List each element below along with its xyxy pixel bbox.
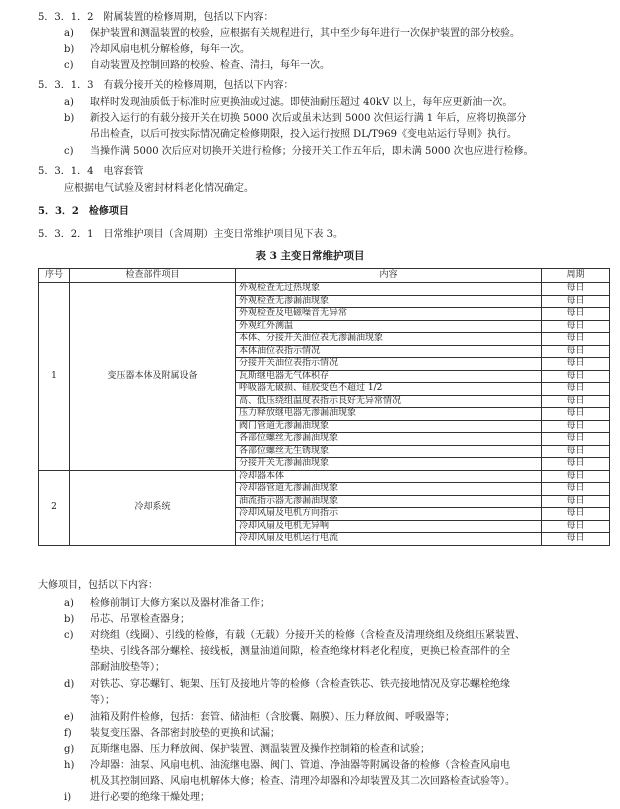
list-label: a) xyxy=(64,97,74,108)
row-content: 油流指示器无渗漏油现象 xyxy=(236,495,542,508)
list-text: 自动装置及控制回路的校验、检查、清扫，每年一次。 xyxy=(90,60,330,71)
row-content: 各部位螺丝无渗漏油现象 xyxy=(236,433,542,446)
list-text: 垫块、引线各部分螺栓、接线板，测量油道间隙，检查绝缘材料老化程度，更换已检查部件的全 xyxy=(90,646,510,657)
list-text: 冷却风扇电机分解检修，每年一次。 xyxy=(90,44,250,55)
list-label: c) xyxy=(64,60,74,71)
row-content: 外观红外测温 xyxy=(236,320,542,333)
list-text: 对绕组（线圈）、引线的检修，有载（无载）分接开关的检修（含检查及清理绕组及绕组压紧装置、 xyxy=(90,630,525,641)
group-part: 变压器本体及附属设备 xyxy=(70,283,236,471)
row-content: 冷却风扇及电机无异响 xyxy=(236,520,542,533)
list-label: b) xyxy=(64,113,75,124)
row-content: 阀门管道无渗漏油现象 xyxy=(236,420,542,433)
row-period: 每日 xyxy=(542,370,610,383)
row-period: 每日 xyxy=(542,383,610,396)
list-text: 检修前制订大修方案以及器材准备工作； xyxy=(90,598,270,609)
table-header-row xyxy=(39,269,610,283)
row-period: 每日 xyxy=(542,408,610,421)
group-no: 1 xyxy=(39,283,70,471)
list-text: 对铁芯、穿芯螺钉、轭架、压钉及接地片等的检修（含检查铁芯、铁壳接地情况及穿芯螺栓绝缘 xyxy=(90,679,510,690)
row-content: 各部位螺丝无生锈现象 xyxy=(236,445,542,458)
row-period: 每日 xyxy=(542,358,610,371)
list-label: g) xyxy=(64,744,75,755)
row-period: 每日 xyxy=(542,295,610,308)
list-label: i) xyxy=(64,792,72,803)
list-text: 吊出检查，以后可按实际情况确定检修期限，投入运行按照 DL/T969《变电站运行导则》执行。 xyxy=(90,129,517,140)
list-label: e) xyxy=(64,712,74,723)
row-period: 每日 xyxy=(542,345,610,358)
header-no: 序号 xyxy=(39,269,70,283)
group-part: 冷却系统 xyxy=(70,470,236,545)
row-period: 每日 xyxy=(542,445,610,458)
header-part: 检查部件项目 xyxy=(70,269,236,283)
row-content: 分接开关油位表指示情况 xyxy=(236,358,542,371)
row-content: 本体、分接开关油位表无渗漏油现象 xyxy=(236,333,542,346)
row-content: 外观检查及电磁噪音无异常 xyxy=(236,308,542,321)
list-text: 瓦斯继电器、压力释放阀、保护装置、测温装置及操作控制箱的检查和试验； xyxy=(90,744,430,755)
section-5321-text: 5．3．2．1 日常维护项目（含周期）主变日常维护项目见下表 3。 xyxy=(38,229,343,240)
list-text: 当操作满 5000 次后应对切换开关进行检修；分接开关工作五年后，即未满 5000 次也应进行检修。 xyxy=(90,146,534,157)
row-period: 每日 xyxy=(542,433,610,446)
section-5312-heading: 5．3．1．2 附属装置的检修周期，包括以下内容： xyxy=(38,12,274,23)
row-content: 分接开关无渗漏油现象 xyxy=(236,458,542,471)
list-label: a) xyxy=(64,598,74,609)
row-period: 每日 xyxy=(542,533,610,546)
maintenance-table xyxy=(38,268,610,546)
row-period: 每日 xyxy=(542,495,610,508)
header-content: 内容 xyxy=(236,269,542,283)
row-content: 外观检查无过热现象 xyxy=(236,283,542,296)
list-text: 油箱及附件检修，包括：套管、储油柜（含胶囊、隔膜）、压力释放阀、呼吸器等； xyxy=(90,712,455,723)
row-content: 瓦斯继电器无气体积存 xyxy=(236,370,542,383)
table-row xyxy=(39,470,610,483)
list-text: 部耐油胶垫等）； xyxy=(90,662,165,673)
row-period: 每日 xyxy=(542,320,610,333)
list-text: 新投入运行的有载分接开关在切换 5000 次后或虽未达到 5000 次但运行满 1 年后，应将切换部分 xyxy=(90,113,527,124)
row-content: 本体油位表指示情况 xyxy=(236,345,542,358)
group-no: 2 xyxy=(39,470,70,545)
row-period: 每日 xyxy=(542,508,610,521)
row-period: 每日 xyxy=(542,520,610,533)
list-label: c) xyxy=(64,630,74,641)
header-period: 周期 xyxy=(542,269,610,283)
list-label: b) xyxy=(64,44,75,55)
list-text: 冷却器：油泵、风扇电机、油流继电器、阀门、管道、净油器等附属设备的检修（含检查风扇电 xyxy=(90,760,510,771)
list-label: f) xyxy=(64,728,72,739)
row-period: 每日 xyxy=(542,308,610,321)
list-text: 机及其控制回路、风扇电机解体大修；检查、清理冷却器和冷却装置及其二次回路检查试验等）。 xyxy=(90,776,515,787)
row-period: 每日 xyxy=(542,458,610,471)
row-content: 高、低压绕组温度表指示良好无异常情况 xyxy=(236,395,542,408)
section-5313-heading: 5．3．1．3 有载分接开关的检修周期，包括以下内容： xyxy=(38,80,294,91)
row-content: 冷却器管道无渗漏油现象 xyxy=(236,483,542,496)
section-532-heading: 5．3．2 检修项目 xyxy=(38,206,129,217)
row-period: 每日 xyxy=(542,483,610,496)
row-period: 每日 xyxy=(542,420,610,433)
list-text: 保护装置和测温装置的校验，应根据有关规程进行，其中至少每年进行一次保护装置的部分校验。 xyxy=(90,28,520,39)
section-5314-text: 应根据电气试验及密封材料老化情况确定。 xyxy=(64,183,254,194)
list-text: 进行必要的绝缘干燥处理； xyxy=(90,792,210,803)
list-label: h) xyxy=(64,760,75,771)
row-period: 每日 xyxy=(542,470,610,483)
row-period: 每日 xyxy=(542,333,610,346)
table-row xyxy=(39,283,610,296)
list-text: 取样时发现油质低于标准时应更换油或过滤。即使油耐压超过 40kV 以上，每年应更新油一次。 xyxy=(90,97,513,108)
row-content: 呼吸器无破损、硅胶变色不超过 1/2 xyxy=(236,383,542,396)
overhaul-intro: 大修项目，包括以下内容： xyxy=(38,580,158,591)
row-period: 每日 xyxy=(542,283,610,296)
list-text: 等）； xyxy=(90,695,115,706)
row-content: 冷却器本体 xyxy=(236,470,542,483)
list-text: 吊芯、吊罩检查器身； xyxy=(90,614,190,625)
row-content: 压力释放继电器无渗漏油现象 xyxy=(236,408,542,421)
row-content: 冷却风扇及电机运行电流 xyxy=(236,533,542,546)
list-label: b) xyxy=(64,614,75,625)
row-period: 每日 xyxy=(542,395,610,408)
list-label: a) xyxy=(64,28,74,39)
section-5314-heading: 5．3．1．4 电容套管 xyxy=(38,166,144,177)
table-caption: 表 3 主变日常维护项目 xyxy=(255,250,365,262)
row-content: 外观检查无渗漏油现象 xyxy=(236,295,542,308)
list-label: d) xyxy=(64,679,75,690)
row-content: 冷却风扇及电机方向指示 xyxy=(236,508,542,521)
list-text: 装复变压器、各部密封胶垫的更换和试漏； xyxy=(90,728,280,739)
list-label: c) xyxy=(64,146,74,157)
